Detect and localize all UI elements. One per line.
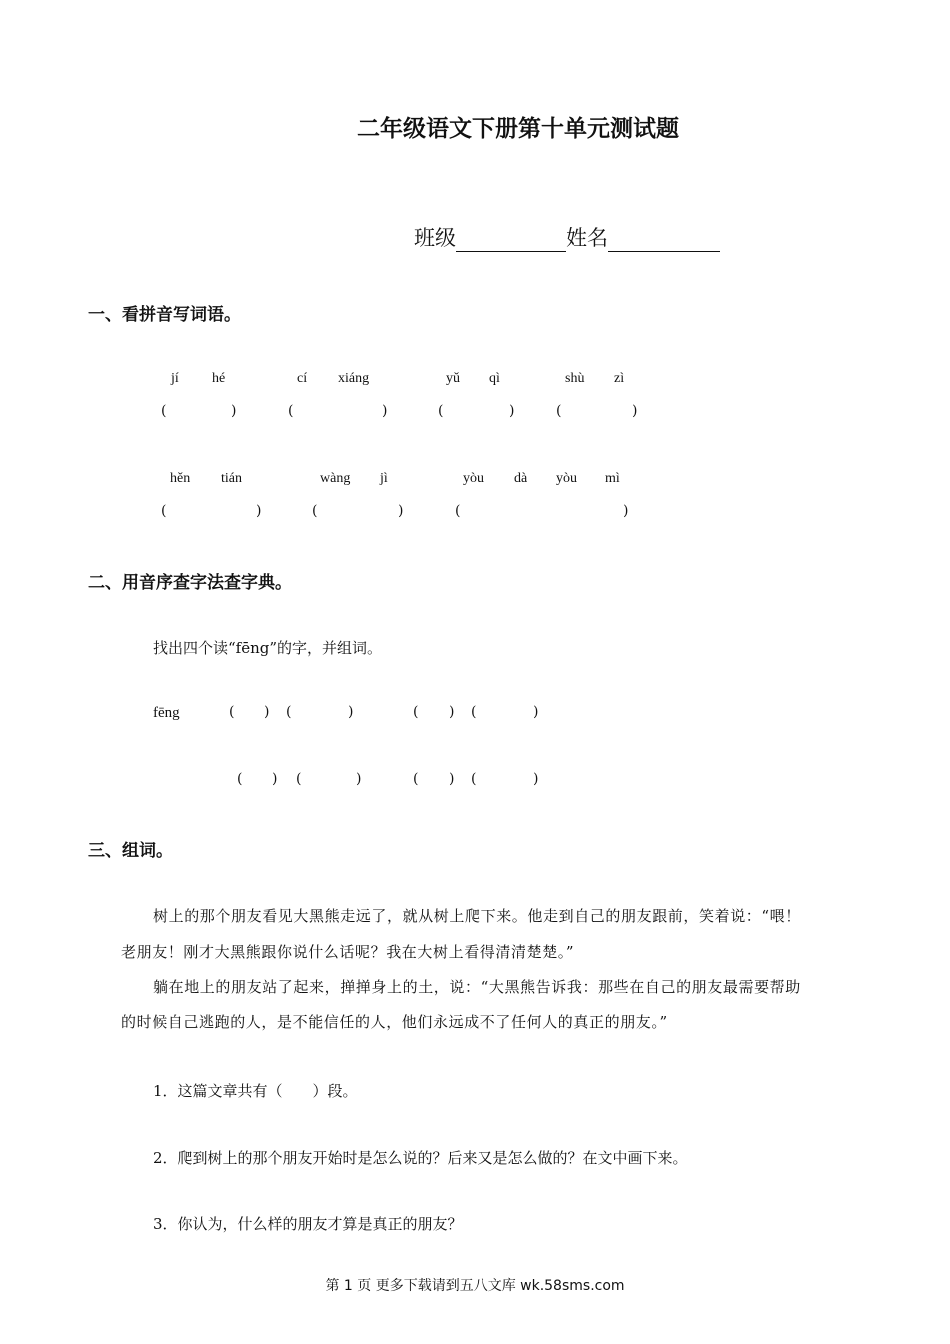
answer-open-paren: ( [161,503,167,519]
pinyin-syllable: yǔ [446,371,460,386]
answer-close-paren: ) [356,771,362,787]
pinyin-syllable: cí [297,371,308,386]
answer-close-paren: ) [509,403,515,419]
answer-open-paren: ( [455,503,461,519]
page-footer: 第 1 页 更多下载请到五八文库 wk.58sms.com [325,1278,625,1294]
section-3-heading: 三、组词。 [88,841,173,861]
syllable-label: fēng [153,705,180,721]
passage-line: 躺在地上的朋友站了起来，掸掸身上的土，说：“大黑熊告诉我：那些在自己的朋友最需要帮助 [153,978,801,996]
answer-open-paren: ( [288,403,294,419]
pinyin-syllable: hé [212,371,226,386]
answer-open-paren: ( [312,503,318,519]
pinyin-syllable: mì [605,471,620,486]
passage-line: 树上的那个朋友看见大黑熊走远了，就从树上爬下来。他走到自己的朋友跟前，笑着说：“喂！ [153,907,801,925]
answer-open-paren: ( [471,704,477,720]
pinyin-syllable: xiáng [338,371,370,386]
pinyin-syllable: dà [514,471,528,486]
question-item: 2．爬到树上的那个朋友开始时是怎么说的？后来又是怎么做的？在文中画下来。 [153,1149,688,1167]
class-blank [456,229,566,252]
answer-close-paren: ) [256,503,262,519]
pinyin-syllable: zì [614,371,625,386]
answer-close-paren: ) [533,771,539,787]
passage-line: 老朋友！刚才大黑熊跟你说什么话呢？我在大树上看得清清楚楚。” [121,943,575,961]
answer-close-paren: ) [449,704,455,720]
answer-open-paren: ( [286,704,292,720]
pinyin-syllable: yòu [556,471,577,486]
answer-open-paren: ( [438,403,444,419]
answer-open-paren: ( [161,403,167,419]
answer-open-paren: ( [413,704,419,720]
pinyin-syllable: wàng [320,471,351,486]
student-info [414,222,720,252]
pinyin-syllable: yòu [463,471,484,486]
section-1-heading: 一、看拼音写词语。 [88,305,241,325]
answer-close-paren: ) [382,403,388,419]
name-blank [608,229,720,252]
answer-open-paren: ( [556,403,562,419]
pinyin-syllable: qì [489,371,500,386]
answer-open-paren: ( [237,771,243,787]
pinyin-syllable: jì [380,471,388,486]
answer-close-paren: ) [272,771,278,787]
answer-close-paren: ) [449,771,455,787]
answer-close-paren: ) [533,704,539,720]
section-2-heading: 二、用音序查字法查字典。 [88,573,292,593]
pinyin-syllable: shù [565,371,585,386]
pinyin-syllable: tián [221,471,242,486]
question-item: 1．这篇文章共有（ ）段。 [153,1082,358,1100]
passage-line: 的时候自己逃跑的人，是不能信任的人，他们永远成不了任何人的真正的朋友。” [121,1013,668,1031]
answer-open-paren: ( [296,771,302,787]
answer-close-paren: ) [231,403,237,419]
answer-open-paren: ( [229,704,235,720]
answer-close-paren: ) [348,704,354,720]
answer-close-paren: ) [632,403,638,419]
class-label: 班级 [414,226,456,250]
pinyin-syllable: jí [171,371,179,386]
answer-close-paren: ) [264,704,270,720]
pinyin-syllable: hěn [170,471,191,486]
name-label: 姓名 [566,226,608,250]
section-2-instruction: 找出四个读“fēng”的字，并组词。 [153,639,383,657]
question-item: 3．你认为，什么样的朋友才算是真正的朋友？ [153,1215,463,1233]
answer-open-paren: ( [413,771,419,787]
answer-open-paren: ( [471,771,477,787]
answer-close-paren: ) [623,503,629,519]
answer-close-paren: ) [398,503,404,519]
page-title: 二年级语文下册第十单元测试题 [357,116,679,142]
